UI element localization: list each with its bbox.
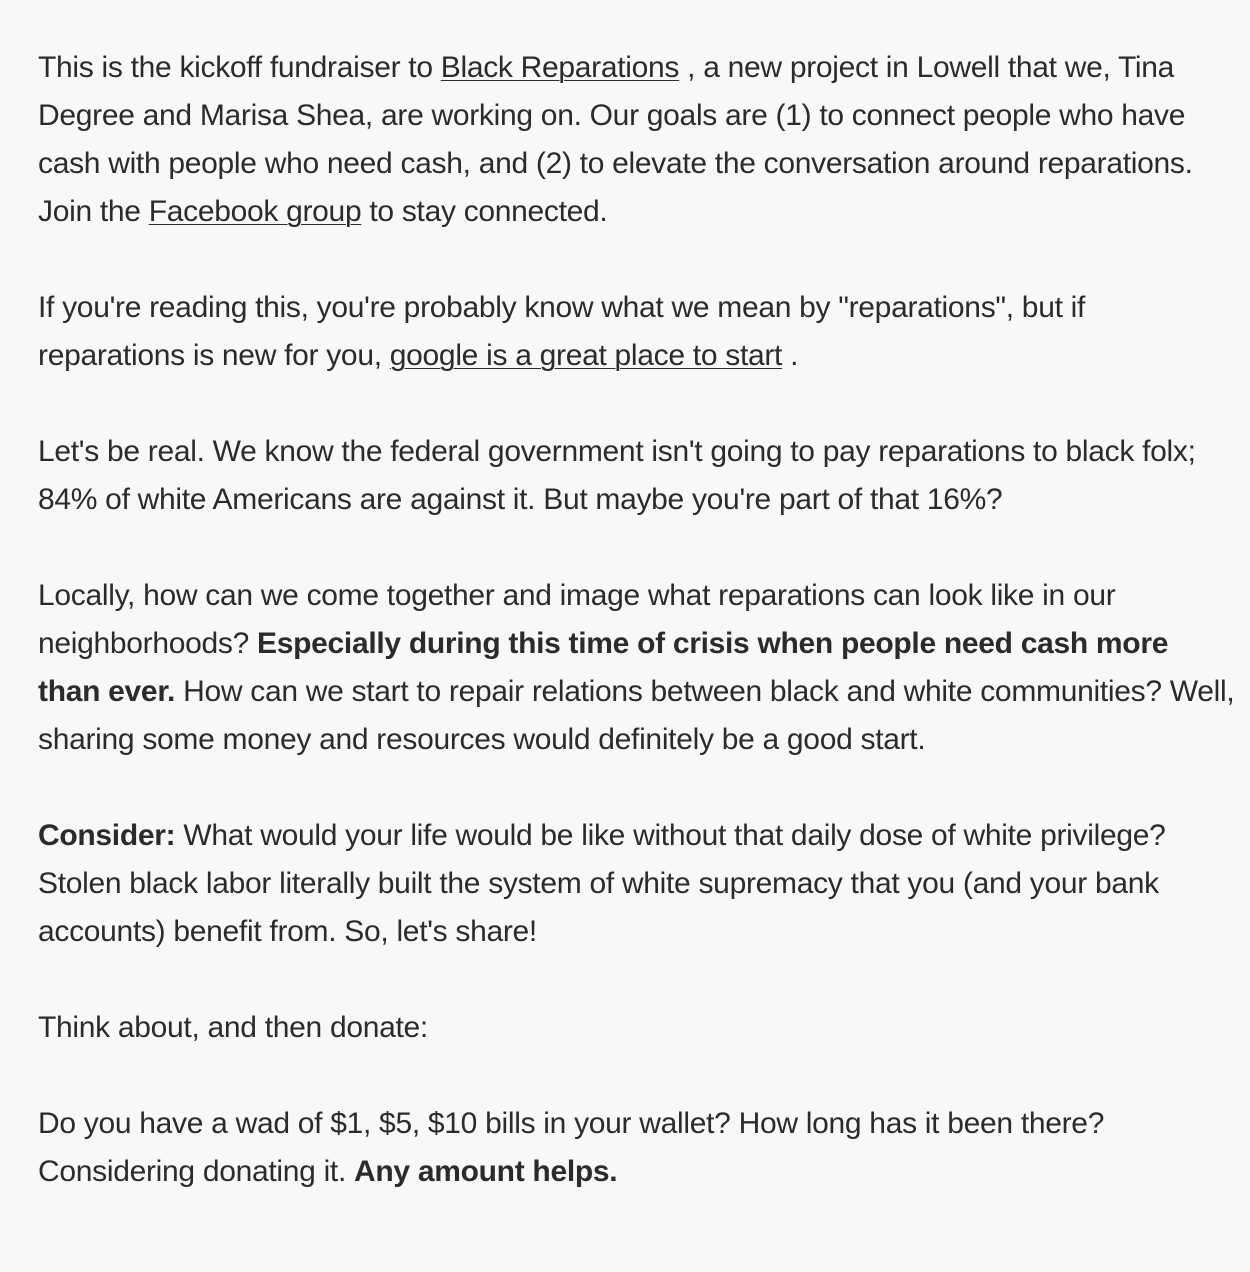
reparations-text-start: If you're reading this, you're probably know what we mean by "reparations", but if reparations is new for you, bbox=[38, 291, 1086, 372]
reparations-text-end: . bbox=[782, 339, 799, 372]
intro-text-middle: , a new project in Lowell that we, Tina Degree and Marisa Shea, are working on. Our goals are (1) to connect people who have cash with people who need cash, and (2) to elevate the conversation around reparations. Join the bbox=[38, 51, 1193, 228]
any-amount-emphasis: Any amount helps. bbox=[354, 1155, 618, 1188]
intro-paragraph bbox=[38, 44, 1238, 236]
locally-paragraph bbox=[38, 572, 1238, 764]
donate-paragraph bbox=[38, 1100, 1238, 1196]
facebook-group-link[interactable]: Facebook group bbox=[148, 195, 362, 228]
intro-text-end: to stay connected. bbox=[361, 195, 608, 228]
black-reparations-link[interactable]: Black Reparations bbox=[440, 51, 680, 84]
article-body bbox=[38, 44, 1238, 1196]
reparations-paragraph bbox=[38, 284, 1238, 380]
locally-text-end: How can we start to repair relations between black and white communities? Well, sharing some money and resources would definitely be a good start. bbox=[38, 675, 1235, 756]
think-paragraph: Think about, and then donate: bbox=[38, 1011, 428, 1044]
consider-label: Consider: bbox=[38, 819, 176, 852]
crisis-emphasis: Especially during this time of crisis when people need cash more than ever. bbox=[38, 627, 1169, 708]
consider-text: What would your life would be like without that daily dose of white privilege? Stolen black labor literally built the system of white supremacy that you (and your bank accounts) benefit from. So, let's share! bbox=[38, 819, 1166, 948]
intro-text-start: This is the kickoff fundraiser to bbox=[38, 51, 441, 84]
government-paragraph: Let's be real. We know the federal government isn't going to pay reparations to black folx; 84% of white Americans are against it. But maybe you're part of that 16%? bbox=[38, 435, 1196, 516]
consider-paragraph bbox=[38, 812, 1238, 956]
locally-text-start: Locally, how can we come together and image what reparations can look like in our neighborhoods? bbox=[38, 579, 1116, 660]
google-link[interactable]: google is a great place to start bbox=[389, 339, 783, 372]
donate-text: Do you have a wad of $1, $5, $10 bills in your wallet? How long has it been there? Considering donating it. bbox=[38, 1107, 1105, 1188]
